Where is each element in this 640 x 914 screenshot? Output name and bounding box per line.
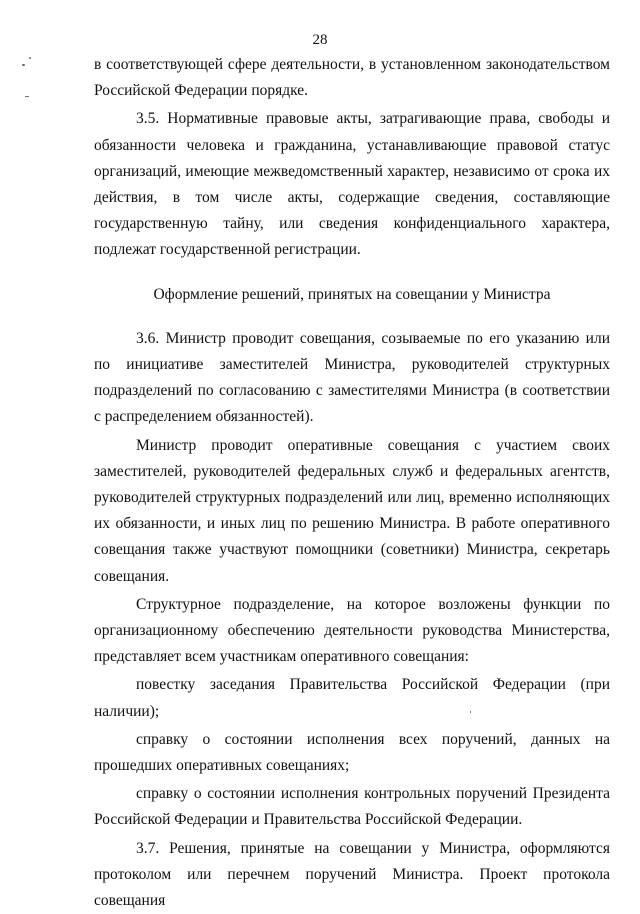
scan-mark bbox=[25, 96, 29, 97]
paragraph-3-6: 3.6. Министр проводит совещания, созываемые по его указанию или по инициативе заместителей Министра, руководителей структурных подразделений по согласованию с заместителями Министра (в соответствии с распределением обязанностей). bbox=[94, 329, 610, 426]
list-item-status-report: справку о состоянии исполнения всех поручений, данных на прошедших оперативных совещаниях; bbox=[94, 730, 610, 775]
paragraph-3-7: 3.7. Решения, принятые на совещании у Министра, оформляются протоколом или перечнем поручений Министра. Проект протокола совещания bbox=[94, 839, 610, 910]
paragraph-operational-meetings: Министр проводит оперативные совещания с участием своих заместителей, руководителей федеральных служб и федеральных агентств, руководителей структурных подразделений или лиц, временно исполняющих их обязанности, и иных лиц по решению Министра. В работе оперативного совещания также участвуют помощники (советники) Министра, секретарь совещания. bbox=[94, 436, 610, 585]
section-heading: Оформление решений, принятых на совещании у Министра bbox=[153, 285, 551, 303]
paragraph-continuation: в соответствующей сфере деятельности, в установленном законодательством Российской Федерации порядке. bbox=[94, 56, 610, 100]
page-number: 28 bbox=[312, 32, 328, 48]
paragraph-structural-division: Структурное подразделение, на которое возложены функции по организационному обеспечению деятельности руководства Министерства, представляет всем участникам оперативного совещания: bbox=[94, 595, 610, 666]
document-body bbox=[94, 52, 610, 914]
scan-mark bbox=[22, 64, 25, 66]
paragraph-3-5: 3.5. Нормативные правовые акты, затрагивающие права, свободы и обязанности человека и гражданина, устанавливающие правовой статус организаций, имеющие межведомственный характер, независимо от срока их действия, в том числе акты, содержащие сведения, составляющие государственную тайну, или сведения конфиденциального характера, подлежат государственной регистрации. bbox=[94, 110, 610, 259]
list-item-control-instructions: справку о состоянии исполнения контрольных поручений Президента Российской Федерации и Правительства Российской Федерации. bbox=[94, 785, 610, 829]
list-item-agenda: повестку заседания Правительства Российской Федерации (при наличии); bbox=[94, 676, 610, 720]
scan-mark bbox=[29, 57, 31, 59]
